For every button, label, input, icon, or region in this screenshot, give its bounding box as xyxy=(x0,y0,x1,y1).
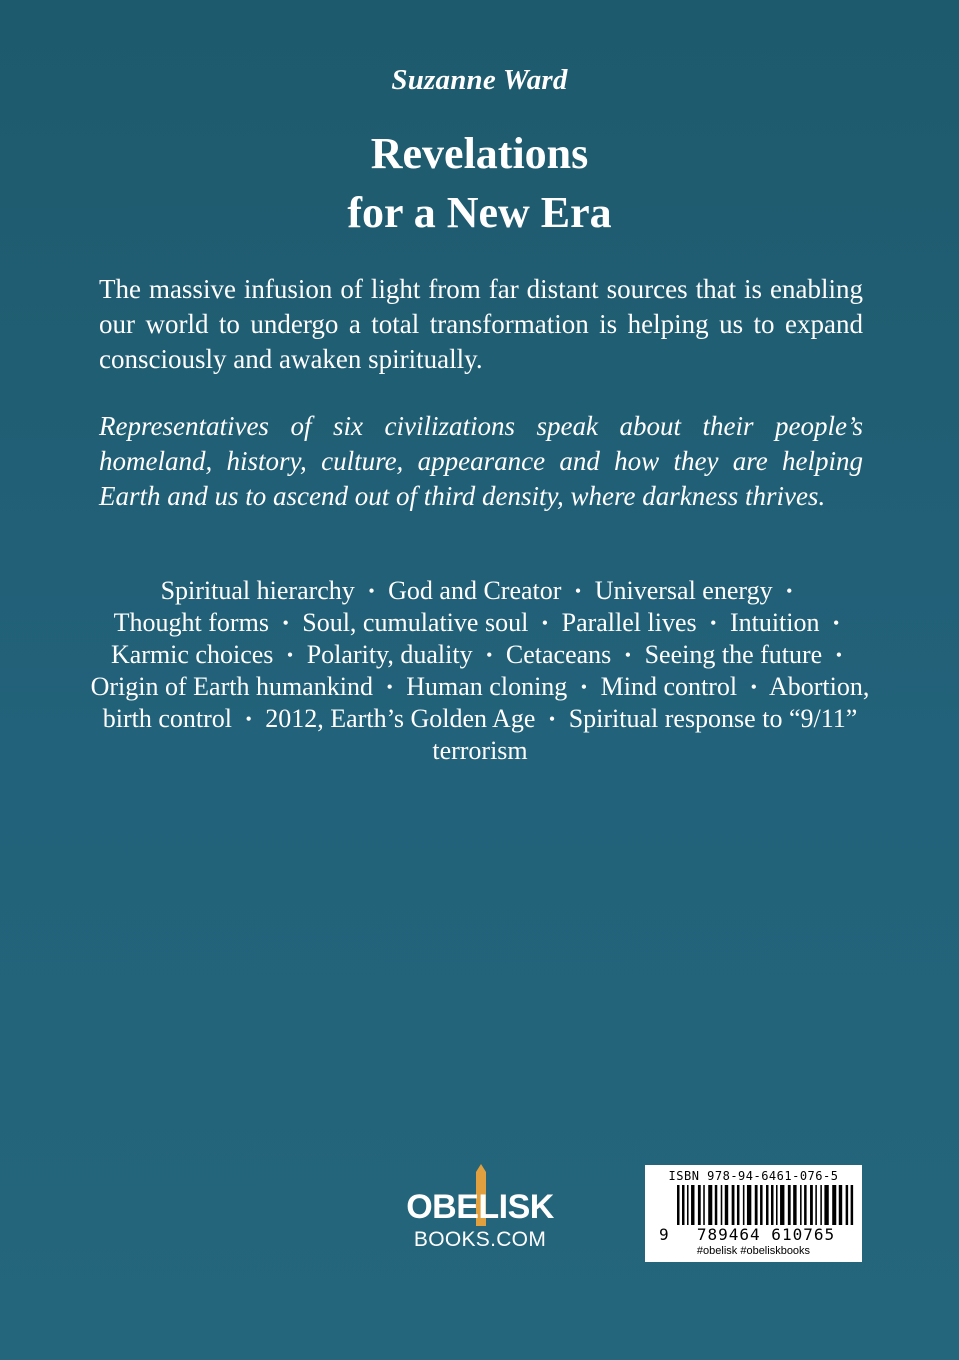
barcode-bar xyxy=(815,1185,817,1225)
topic-separator: • xyxy=(710,613,717,633)
barcode-bar xyxy=(810,1185,813,1225)
intro-paragraph: The massive infusion of light from far distant sources that is enabling our world to undergo a total transformation is helping us to expand consciously and awaken spiritually. xyxy=(99,274,863,374)
topic-separator: • xyxy=(624,645,632,665)
isbn-barcode xyxy=(645,1165,862,1262)
topic-separator: • xyxy=(245,709,252,729)
topic-item: God and Creator xyxy=(388,576,562,605)
book-title xyxy=(0,124,959,242)
topic-separator: • xyxy=(286,645,294,665)
barcode-bar xyxy=(788,1185,791,1225)
topic-item: Polarity, duality xyxy=(306,640,473,669)
topic-item: Karmic choices xyxy=(110,640,274,669)
topic-separator: • xyxy=(580,677,588,697)
barcode-bar xyxy=(732,1185,735,1225)
topic-separator: • xyxy=(486,645,493,665)
topic-separator: • xyxy=(282,613,289,633)
logo-wordmark: OBELISK xyxy=(406,1188,554,1226)
barcode-bar xyxy=(725,1185,728,1225)
barcode-bar xyxy=(698,1185,701,1225)
topic-separator: • xyxy=(548,709,556,729)
topic-item: Abortion, birth control xyxy=(102,672,870,733)
barcode-bar xyxy=(760,1185,762,1225)
isbn-label: ISBN 978-94-6461-076-5 xyxy=(668,1169,839,1183)
barcode-bar xyxy=(793,1185,796,1225)
title-line-2: for a New Era xyxy=(347,188,612,237)
barcode-bar xyxy=(776,1185,778,1225)
topic-item: Soul, cumulative soul xyxy=(302,608,529,637)
barcode-bar xyxy=(747,1185,751,1225)
topic-item: Cetaceans xyxy=(505,640,612,669)
title-line-1: Revelations xyxy=(370,129,589,178)
topic-item: Parallel lives xyxy=(561,608,697,637)
barcode-bar xyxy=(832,1185,836,1225)
barcode-digits: 789464 610765 xyxy=(677,1225,855,1244)
barcode-bar xyxy=(820,1185,822,1225)
topic-separator: • xyxy=(786,581,793,601)
topic-separator: • xyxy=(541,613,549,633)
barcode-bar xyxy=(721,1185,723,1225)
barcode-bar xyxy=(755,1185,758,1225)
barcode-bar xyxy=(703,1185,705,1225)
topic-item: Human cloning xyxy=(406,672,568,701)
barcode-bar xyxy=(687,1185,689,1225)
topic-item: Mind control xyxy=(600,672,738,701)
barcode-bar xyxy=(708,1185,712,1225)
topic-separator: • xyxy=(386,677,393,697)
barcode-bar xyxy=(691,1185,694,1225)
barcode-bar xyxy=(715,1185,717,1225)
topic-separator: • xyxy=(750,677,757,697)
topic-item: Intuition xyxy=(729,608,820,637)
author-name: Suzanne Ward xyxy=(391,64,568,96)
barcode-bar xyxy=(737,1185,739,1225)
topic-item: Universal energy xyxy=(594,576,773,605)
topic-item: Origin of Earth humankind xyxy=(90,672,373,701)
topic-separator: • xyxy=(835,645,843,665)
barcode-bar xyxy=(800,1185,802,1225)
logo-website: BOOKS.COM xyxy=(413,1228,547,1251)
barcode-bar xyxy=(839,1185,842,1225)
barcode-bar xyxy=(824,1185,828,1225)
topic-separator: • xyxy=(368,581,375,601)
topic-item: Thought forms xyxy=(113,608,269,637)
topic-item: Seeing the future xyxy=(644,640,823,669)
barcode-bar xyxy=(804,1185,806,1225)
topics-list xyxy=(90,575,870,767)
topic-item: Spiritual response to “9/11” terrorism xyxy=(432,704,858,765)
barcode-bar xyxy=(780,1185,784,1225)
topic-separator: • xyxy=(574,581,582,601)
barcode-first-digit: 9 xyxy=(659,1225,669,1244)
barcode-hashtags: #obelisk #obeliskbooks xyxy=(696,1245,811,1257)
topic-item: Spiritual hierarchy xyxy=(160,576,355,605)
topic-separator: • xyxy=(833,613,840,633)
topic-item: 2012, Earth’s Golden Age xyxy=(265,704,536,733)
publisher-logo xyxy=(402,1164,558,1262)
barcode-bar xyxy=(743,1185,745,1225)
description-paragraph: Representatives of six civilizations speak about their people’s homeland, history, culture, appearance and how they are helping Earth and us to ascend out of third density, where darkness thrives. xyxy=(99,411,863,511)
